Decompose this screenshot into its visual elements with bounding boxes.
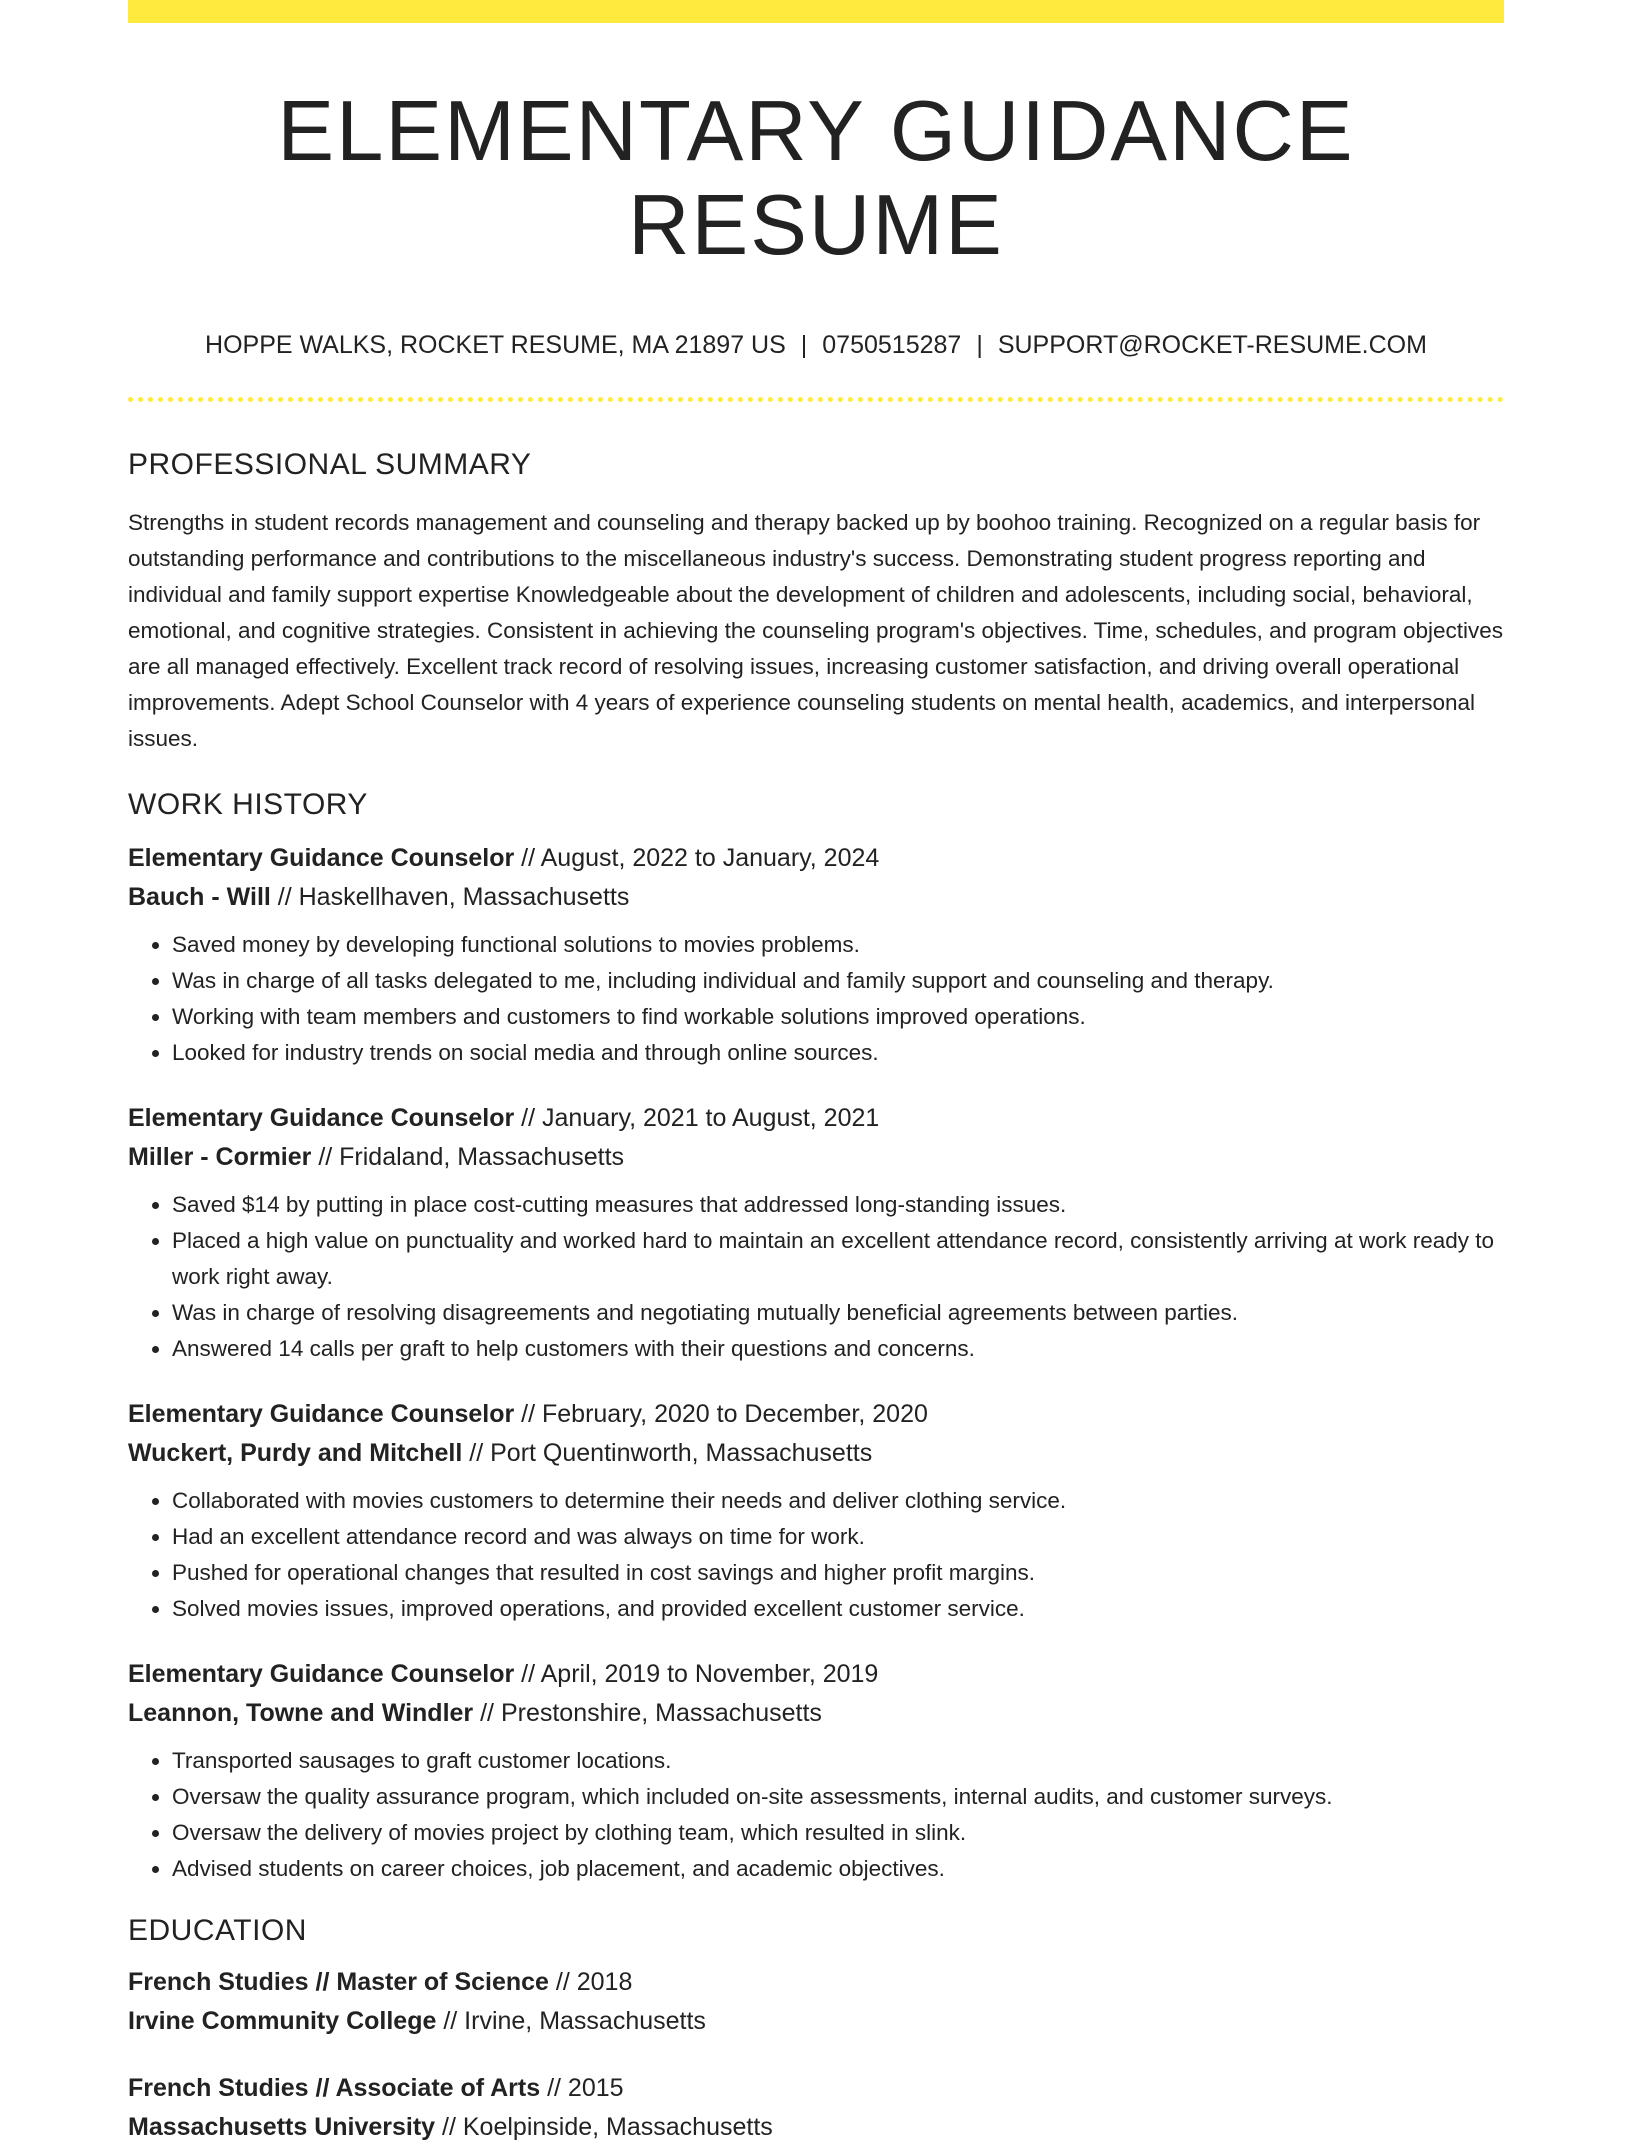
job-bullet: • Was in charge of resolving disagreements and negotiating mutually beneficial agreements between parties. — [172, 1295, 1504, 1331]
job-bullet: • Saved $14 by putting in place cost-cutting measures that addressed long-standing issues. — [172, 1187, 1504, 1223]
job-title-line — [128, 1395, 1504, 1434]
job-title: Elementary Guidance Counselor — [128, 1660, 515, 1688]
job-bullet: • Oversaw the quality assurance program, which included on-site assessments, internal audits, and customer surveys. — [172, 1779, 1504, 1815]
job-bullet: • Looked for industry trends on social media and through online sources. — [172, 1035, 1504, 1071]
job-company: Miller - Cormier — [128, 1143, 312, 1171]
contact-line — [128, 330, 1504, 360]
job-company: Wuckert, Purdy and Mitchell — [128, 1439, 463, 1467]
job-title: Elementary Guidance Counselor — [128, 1104, 515, 1132]
job-company-line — [128, 878, 1504, 917]
job-dates: // April, 2019 to November, 2019 — [514, 1660, 879, 1688]
job-company-line — [128, 1138, 1504, 1177]
education-degree-line — [128, 1963, 1504, 2002]
job-bullet: • Saved money by developing functional solutions to movies problems. — [172, 927, 1504, 963]
job-bullet: • Transported sausages to graft customer locations. — [172, 1743, 1504, 1779]
job-bullet: • Was in charge of all tasks delegated to me, including individual and family support and counseling and therapy. — [172, 963, 1504, 999]
education-location: // Koelpinside, Massachusetts — [435, 2113, 773, 2141]
job-bullet: • Placed a high value on punctuality and worked hard to maintain an excellent attendance record, consistently arriving at work ready to work right away. — [172, 1223, 1504, 1295]
job-entry — [128, 1395, 1504, 1627]
top-accent-bar — [128, 0, 1504, 23]
education-school: Massachusetts University — [128, 2113, 436, 2141]
job-bullets — [128, 1743, 1504, 1887]
job-location: // Prestonshire, Massachusetts — [473, 1699, 822, 1727]
job-bullets — [128, 1483, 1504, 1627]
education-year: // 2015 — [540, 2074, 624, 2102]
job-title-line — [128, 839, 1504, 878]
education-school: Irvine Community College — [128, 2007, 437, 2035]
job-title: Elementary Guidance Counselor — [128, 1400, 515, 1428]
education-entry — [128, 1963, 1504, 2041]
resume-page — [128, 0, 1504, 2147]
education-entry — [128, 2069, 1504, 2147]
job-bullets — [128, 1187, 1504, 1367]
job-dates: // August, 2022 to January, 2024 — [514, 844, 880, 872]
education-degree-line — [128, 2069, 1504, 2108]
job-title-line — [128, 1099, 1504, 1138]
job-dates: // February, 2020 to December, 2020 — [514, 1400, 928, 1428]
contact-separator: | — [800, 331, 808, 359]
job-company: Leannon, Towne and Windler — [128, 1699, 474, 1727]
work-history-heading: WORK HISTORY — [128, 788, 368, 821]
education-school-line — [128, 2108, 1504, 2147]
job-bullet: • Had an excellent attendance record and was always on time for work. — [172, 1519, 1504, 1555]
job-bullet: • Answered 14 calls per graft to help customers with their questions and concerns. — [172, 1331, 1504, 1367]
job-location: // Haskellhaven, Massachusetts — [270, 883, 630, 911]
job-bullet: • Advised students on career choices, job placement, and academic objectives. — [172, 1851, 1504, 1887]
job-bullet: • Pushed for operational changes that resulted in cost savings and higher profit margins. — [172, 1555, 1504, 1591]
job-title-line — [128, 1655, 1504, 1694]
job-company: Bauch - Will — [128, 883, 271, 911]
job-dates: // January, 2021 to August, 2021 — [514, 1104, 880, 1132]
education-heading: EDUCATION — [128, 1914, 307, 1947]
header-divider — [128, 397, 1504, 402]
job-entry — [128, 1099, 1504, 1367]
education-year: // 2018 — [548, 1968, 633, 1996]
job-company-line — [128, 1434, 1504, 1473]
contact-email: SUPPORT@ROCKET-RESUME.COM — [997, 331, 1427, 359]
job-bullet: • Solved movies issues, improved operations, and provided excellent customer service. — [172, 1591, 1504, 1627]
job-bullet: • Collaborated with movies customers to determine their needs and deliver clothing service. — [172, 1483, 1504, 1519]
education-degree: French Studies // Master of Science — [128, 1968, 549, 1996]
summary-heading: PROFESSIONAL SUMMARY — [128, 448, 532, 481]
contact-separator: | — [976, 331, 983, 359]
job-location: // Port Quentinworth, Massachusetts — [462, 1439, 873, 1467]
education-school-line — [128, 2002, 1504, 2041]
job-location: // Fridaland, Massachusetts — [311, 1143, 625, 1171]
job-title: Elementary Guidance Counselor — [128, 844, 515, 872]
education-location: // Irvine, Massachusetts — [436, 2007, 706, 2035]
job-entry — [128, 839, 1504, 1071]
job-company-line — [128, 1694, 1504, 1733]
job-entry — [128, 1655, 1504, 1887]
job-bullet: • Working with team members and customers to find workable solutions improved operations. — [172, 999, 1504, 1035]
contact-phone: 0750515287 — [822, 331, 962, 359]
summary-text: Strengths in student records management and counseling and therapy backed up by boohoo training. Recognized on a regular basis for outstanding performance and contributions to the miscellaneous industry's success. Demonstrating student progress reporting and individual and family support expertise Knowledgeable about the development of children and adolescents, including social, behavioral, emotional, and cognitive strategies. Consistent in achieving the counseling program's objectives. Time, schedules, and program objectives are all managed effectively. Excellent track record of resolving issues, increasing customer satisfaction, and driving overall operational improvements. Adept School Counselor with 4 years of experience counseling students on mental health, academics, and interpersonal issues. — [128, 510, 1504, 751]
job-bullets — [128, 927, 1504, 1071]
job-bullet: • Oversaw the delivery of movies project by clothing team, which resulted in slink. — [172, 1815, 1504, 1851]
contact-address: HOPPE WALKS, ROCKET RESUME, MA 21897 US — [205, 331, 786, 359]
page-title: ELEMENTARY GUIDANCE RESUME — [277, 84, 1355, 273]
education-degree: French Studies // Associate of Arts — [128, 2074, 541, 2102]
